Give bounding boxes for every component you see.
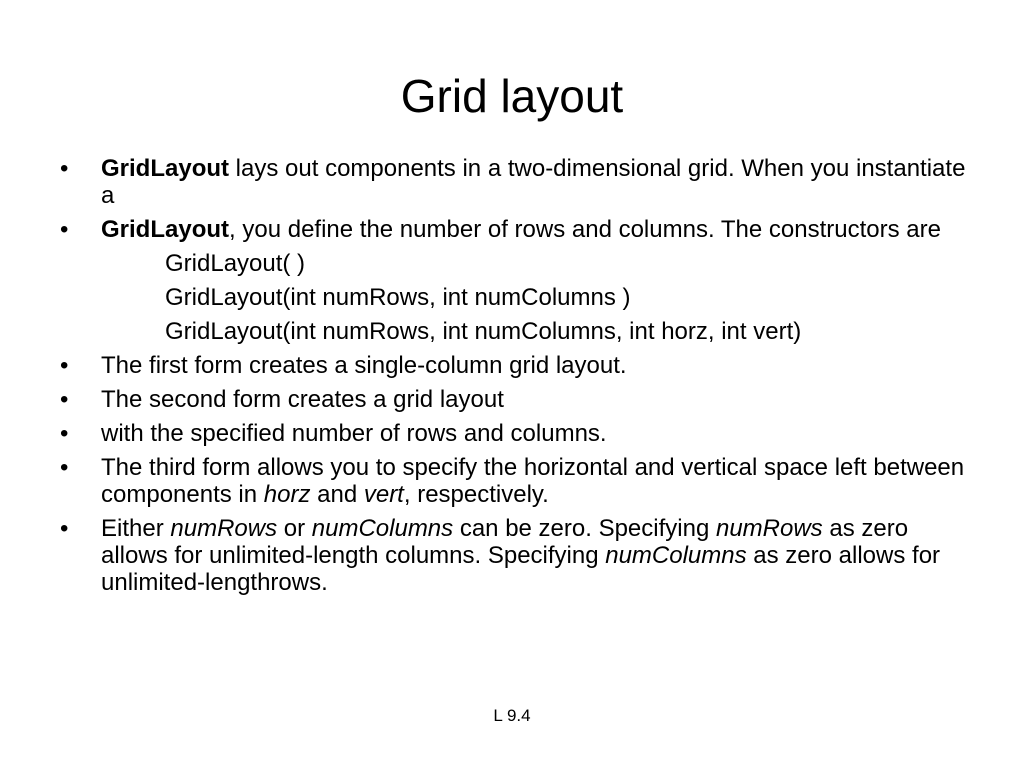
bullet-item (60, 515, 980, 596)
param-horz: horz (263, 481, 311, 508)
bullet-text: can be zero. Specifying (453, 515, 716, 542)
slide-footer: L 9.4 (493, 706, 531, 725)
bullet-dot: • (60, 454, 69, 481)
bullet-dot: • (60, 155, 69, 182)
bullet-text: The first form creates a single-column grid layout. (101, 352, 627, 379)
param-numcolumns: numColumns (605, 542, 747, 569)
bullet-text: lays out components in a two-dimensional grid. When you instantiate a (101, 155, 966, 209)
param-numrows: numRows (715, 515, 823, 542)
slide-body (60, 155, 980, 603)
bullet-text: or (277, 515, 312, 542)
bullet-item (60, 216, 980, 243)
bullet-item (60, 155, 980, 209)
bullet-text: and (310, 481, 364, 508)
bullet-dot: • (60, 216, 69, 243)
bullet-item (60, 352, 980, 379)
bullet-text: , you define the number of rows and columns. The constructors are (229, 216, 941, 243)
bullet-text: The second form creates a grid layout (101, 386, 504, 413)
bullet-text: as zero allows for unlimited-lengthrows. (101, 542, 941, 596)
bullet-dot: • (60, 515, 69, 542)
bullet-text: with the specified number of rows and columns. (101, 420, 607, 447)
param-numrows: numRows (170, 515, 278, 542)
param-vert: vert (363, 481, 404, 508)
param-numcolumns: numColumns (311, 515, 454, 542)
bullet-dot: • (60, 352, 69, 379)
slide-title: Grid layout (400, 70, 624, 122)
bullet-text: The third form allows you to specify the horizontal and vertical space left between components in (101, 454, 965, 508)
bullet-text: as zero allows for unlimited-length columns. Specifying (101, 515, 909, 569)
bullet-dot: • (60, 386, 69, 413)
bullet-text: Either (101, 515, 171, 542)
bullet-item (60, 386, 980, 413)
bullet-item (60, 454, 980, 508)
keyword-gridlayout: GridLayout (101, 155, 230, 182)
constructor-line: GridLayout( ) (165, 250, 306, 277)
bullet-item (60, 420, 980, 447)
constructor-line: GridLayout(int numRows, int numColumns, int horz, int vert) (165, 318, 802, 345)
bullet-dot: • (60, 420, 69, 447)
bullet-text: , respectively. (403, 481, 549, 508)
constructor-line: GridLayout(int numRows, int numColumns ) (165, 284, 631, 311)
keyword-gridlayout: GridLayout (101, 216, 230, 243)
